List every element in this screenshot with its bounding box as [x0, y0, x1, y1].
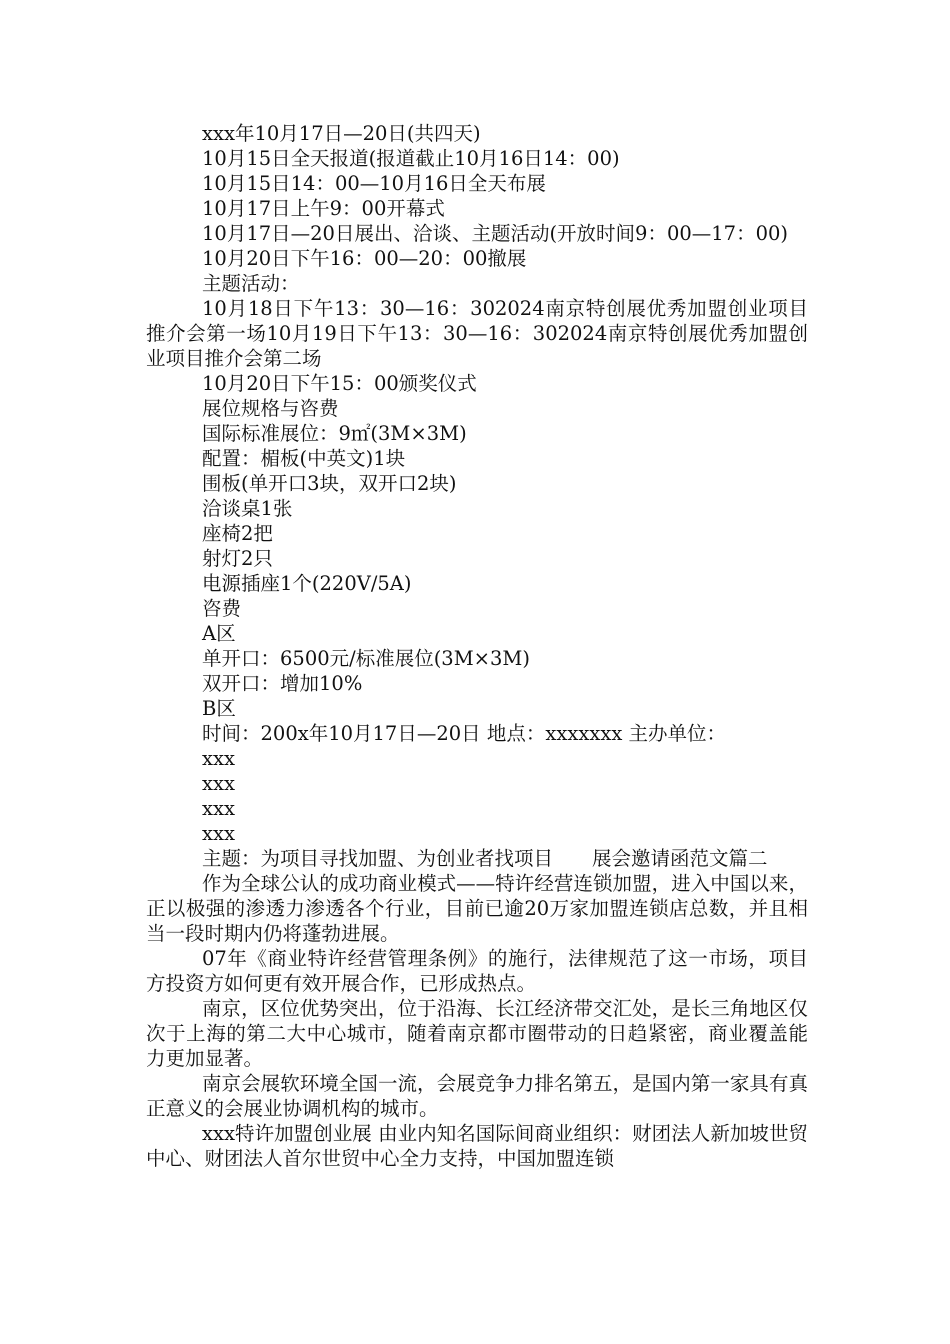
text-paragraph: 10月17日—20日展出、洽谈、主题活动(开放时间9：00—17：00) — [202, 222, 788, 245]
text-line: 单开口：6500元/标准展位(3M×3M) — [202, 647, 530, 670]
text-line: 射灯2只 — [202, 547, 273, 570]
text-line: 展位规格与咨费 — [202, 397, 339, 420]
text-line: A区 — [202, 622, 236, 645]
text-line: 双开口：增加10% — [202, 672, 363, 695]
text-line: 10月17日上午9：00开幕式 — [202, 197, 445, 220]
text-line: xxx — [202, 772, 235, 795]
document-body — [146, 121, 808, 1171]
text-paragraph: 10月18日下午13：30—16：302024南京特创展优秀加盟创业项目推介会第一场10月19日下午13：30—16：302024南京特创展优秀加盟创业项目推介会第二场 — [146, 297, 808, 370]
text-line: 配置：楣板(中英文)1块 — [202, 447, 406, 470]
text-line: xxx年10月17日—20日(共四天) — [202, 122, 481, 145]
text-line: 主题活动： — [202, 272, 300, 295]
text-line: xxx — [202, 797, 235, 820]
text-paragraph: 主题：为项目寻找加盟、为创业者找项目 展会邀请函范文篇二 — [202, 847, 768, 870]
text-line: xxx — [202, 747, 235, 770]
text-paragraph: 作为全球公认的成功商业模式——特许经营连锁加盟，进入中国以来，正以极强的渗透力渗透各个行业，目前已逾20万家加盟连锁店总数，并且相当一段时期内仍将蓬勃进展。 — [146, 872, 808, 945]
text-paragraph: xxx特许加盟创业展 由业内知名国际间商业组织：财团法人新加坡世贸中心、财团法人首尔世贸中心全力支持，中国加盟连锁 — [146, 1122, 808, 1170]
text-line: 10月20日下午16：00—20：00撤展 — [202, 247, 527, 270]
text-line: B区 — [202, 697, 236, 720]
text-paragraph: 南京，区位优势突出，位于沿海、长江经济带交汇处，是长三角地区仅次于上海的第二大中心城市，随着南京都市圈带动的日趋紧密，商业覆盖能力更加显著。 — [146, 997, 808, 1070]
text-line: 10月15日14：00—10月16日全天布展 — [202, 172, 546, 195]
text-line: xxx — [202, 822, 235, 845]
text-line: 电源插座1个(220V/5A) — [202, 572, 412, 595]
text-line: 咨费 — [202, 597, 242, 620]
text-line: 国际标准展位：9㎡(3M×3M) — [202, 422, 467, 445]
text-line: 时间：200x年10月17日—20日 地点：xxxxxxx 主办单位： — [202, 722, 727, 745]
text-paragraph: 07年《商业特许经营管理条例》的施行，法律规范了这一市场，项目方投资方如何更有效开展合作，已形成热点。 — [146, 947, 808, 995]
text-paragraph: 南京会展软环境全国一流，会展竞争力排名第五，是国内第一家具有真正意义的会展业协调机构的城市。 — [146, 1072, 808, 1120]
text-line: 10月20日下午15：00颁奖仪式 — [202, 372, 477, 395]
text-line: 座椅2把 — [202, 522, 273, 545]
text-line: 围板(单开口3块，双开口2块) — [202, 472, 457, 495]
text-line: 10月15日全天报道(报道截止10月16日14：00) — [202, 147, 620, 170]
text-line: 洽谈桌1张 — [202, 497, 293, 520]
